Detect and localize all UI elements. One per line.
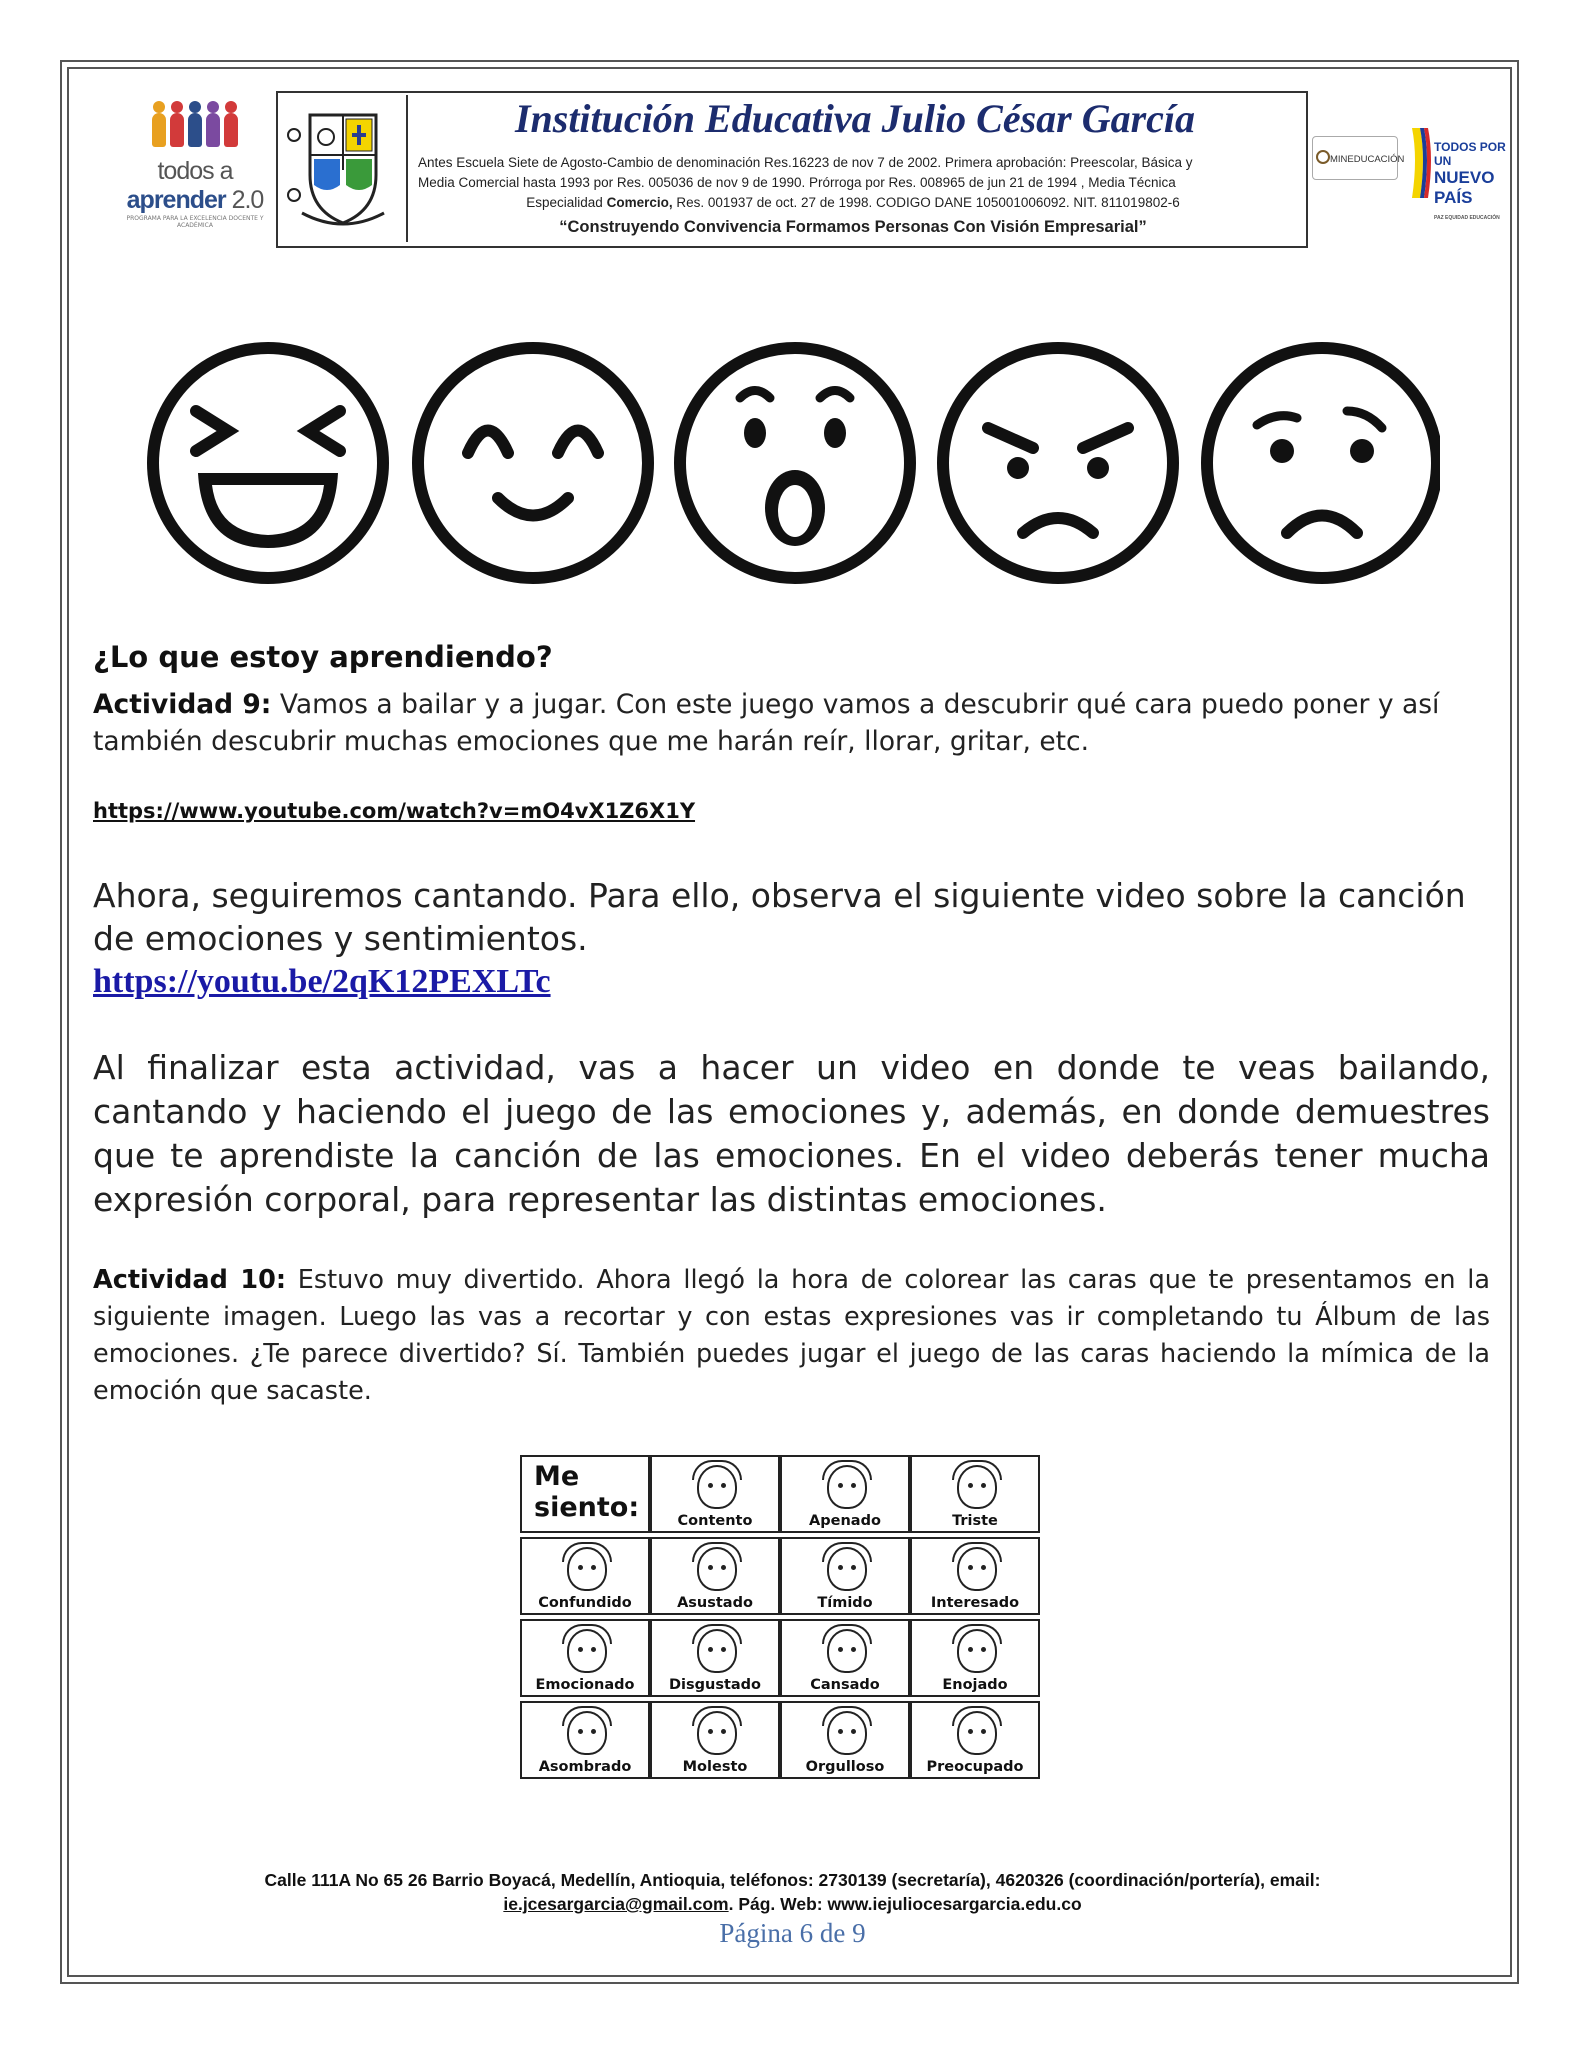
emotion-label: Emocionado: [535, 1677, 635, 1693]
emotions-grid-image: [520, 1455, 1060, 1783]
tpun-line-2: NUEVO PAÍS: [1434, 168, 1495, 207]
song-paragraph: Ahora, seguiremos cantando. Para ello, observa el siguiente video sobre la canción de emociones y sentimientos.: [93, 876, 1466, 958]
emotion-label: Asustado: [677, 1595, 753, 1611]
emotion-label: Cansado: [810, 1677, 880, 1693]
child-face-icon: [697, 1629, 737, 1673]
institution-title: Institución Educativa Julio César García: [514, 96, 1196, 141]
child-face-icon: [827, 1711, 867, 1755]
child-face-icon: [827, 1465, 867, 1509]
details-line-3b: Comercio,: [606, 195, 673, 210]
song-video-link[interactable]: https://youtu.be/2qK12PEXLTc: [93, 963, 551, 1000]
activity-10-paragraph: [93, 1262, 1490, 1410]
logo-text-1: todos a: [157, 157, 233, 185]
emotion-cell: [780, 1619, 910, 1697]
emotion-cell: [650, 1455, 780, 1533]
me-siento-cell: [520, 1455, 650, 1533]
child-face-icon: [697, 1465, 737, 1509]
section-heading: ¿Lo que estoy aprendiendo?: [93, 640, 553, 674]
activity-9-video-link[interactable]: https://www.youtube.com/watch?v=mO4vX1Z6X1Y: [93, 799, 696, 823]
smiling-face-icon: [418, 348, 648, 578]
emotion-cell: [910, 1701, 1040, 1779]
emotion-cell: [520, 1537, 650, 1615]
activity-9-text: Vamos a bailar y a jugar. Con este juego vamos a descubrir qué cara puedo poner y así también descubrir muchas emociones que me harán reír, llorar, gritar, etc.: [93, 689, 1440, 757]
institution-details: [418, 153, 1288, 213]
child-face-icon: [697, 1711, 737, 1755]
emotion-label: Apenado: [809, 1513, 881, 1529]
tpun-line-3: PAZ EQUIDAD EDUCACIÓN: [1434, 215, 1500, 221]
emotion-faces-strip: [140, 335, 1440, 595]
emotion-label: Contento: [677, 1513, 753, 1529]
emotion-label: Interesado: [930, 1595, 1020, 1611]
todos-por-un-nuevo-pais-logo: [1410, 118, 1510, 221]
logo-text-3: 2.0: [231, 186, 264, 214]
emotion-label: Confundido: [538, 1595, 632, 1611]
child-face-icon: [957, 1465, 997, 1509]
video-instructions-paragraph: Al finalizar esta actividad, vas a hacer un video en donde te veas bailando, cantando y haciendo el juego de las emociones y, además, en donde demuestres que te aprendiste la canción de las emociones. En el video deberás tener mucha expresión corporal, para representar las distintas emociones.: [93, 1048, 1490, 1219]
emotion-cell: [780, 1455, 910, 1533]
footer-email-link[interactable]: ie.jcesargarcia@gmail.com: [503, 1894, 729, 1914]
child-face-icon: [567, 1711, 607, 1755]
institution-motto: “Construyendo Convivencia Formamos Personas Con Visión Empresarial”: [559, 218, 1147, 236]
emotion-label: Molesto: [682, 1759, 748, 1775]
child-face-icon: [697, 1547, 737, 1591]
details-line-3a: Especialidad: [526, 195, 603, 210]
emotion-cell: [780, 1537, 910, 1615]
emotion-label: Orgulloso: [805, 1759, 885, 1775]
child-face-icon: [957, 1547, 997, 1591]
emotion-label: Disgustado: [668, 1677, 762, 1693]
me-siento-line-1: Me: [534, 1461, 580, 1492]
emotion-cell: [520, 1619, 650, 1697]
footer-address: Calle 111A No 65 26 Barrio Boyacá, Medellín, Antioquia, teléfonos: 2730139 (secretaría), 4620326 (coordinación/portería), email:: [264, 1870, 1321, 1890]
tpun-line-1: TODOS POR UN: [1434, 140, 1506, 168]
emotion-cell: [910, 1537, 1040, 1615]
footer-contact: [100, 1894, 1485, 1915]
footer-website: . Pág. Web: www.iejuliocesargarcia.edu.co: [728, 1894, 1082, 1914]
child-face-icon: [827, 1629, 867, 1673]
details-line-1: Antes Escuela Siete de Agosto-Cambio de denominación Res.16223 de nov 7 de 2002. Primera aprobación: Preescolar, Básica y: [418, 155, 1193, 170]
mineducacion-text: MINEDUCACIÓN: [1330, 154, 1405, 165]
me-siento-line-2: siento:: [534, 1492, 640, 1523]
angry-face-icon: [943, 348, 1173, 578]
emotion-cell: [780, 1701, 910, 1779]
shield-icon: [280, 95, 406, 242]
emotion-label: Tímido: [817, 1595, 873, 1611]
logo-text-2: aprender: [126, 186, 226, 214]
activity-10-text: Estuvo muy divertido. Ahora llegó la hora de colorear las caras que te presentamos en la siguiente imagen. Luego las vas a recortar y con estas expresiones vas ir completando tu Álbum de las emociones. ¿Te parece divertido? Sí. También puedes jugar el juego de las caras haciendo la mímica de la emoción que sacaste.: [93, 1265, 1491, 1406]
child-face-icon: [567, 1547, 607, 1591]
surprised-face-icon: [680, 348, 910, 578]
logo-tagline: PROGRAMA PARA LA EXCELENCIA DOCENTE Y ACADÉMICA: [126, 215, 264, 229]
todos-a-aprender-logo: [110, 105, 280, 235]
emotion-label: Enojado: [942, 1677, 1008, 1693]
emotion-cell: [650, 1701, 780, 1779]
seal-icon: [1316, 150, 1330, 164]
emotion-cell: [650, 1619, 780, 1697]
child-face-icon: [827, 1547, 867, 1591]
emotion-label: Asombrado: [538, 1759, 632, 1775]
emotion-cell: [520, 1701, 650, 1779]
people-icon: [110, 113, 280, 147]
emotion-cell: [910, 1619, 1040, 1697]
child-face-icon: [957, 1629, 997, 1673]
details-line-3c: Res. 001937 de oct. 27 de 1998. CODIGO DANE 105001006092. NIT. 811019802-6: [676, 195, 1180, 210]
emotion-label: Triste: [952, 1513, 998, 1529]
child-face-icon: [567, 1629, 607, 1673]
activity-9-paragraph: [93, 686, 1503, 760]
child-face-icon: [957, 1711, 997, 1755]
sad-face-icon: [1207, 348, 1437, 578]
emotion-cell: [650, 1537, 780, 1615]
school-shield: [280, 95, 408, 242]
details-line-2: Media Comercial hasta 1993 por Res. 005036 de nov 9 de 1990. Prórroga por Res. 008965 de jun 21 de 1994 , Media Técnica: [418, 175, 1176, 190]
emotion-label: Preocupado: [926, 1759, 1024, 1775]
activity-9-label: Actividad 9:: [93, 689, 272, 720]
page-number: Página 6 de 9: [719, 1918, 866, 1948]
emotion-cell: [910, 1455, 1040, 1533]
laughing-face-icon: [153, 348, 383, 578]
activity-10-label: Actividad 10:: [93, 1265, 287, 1295]
